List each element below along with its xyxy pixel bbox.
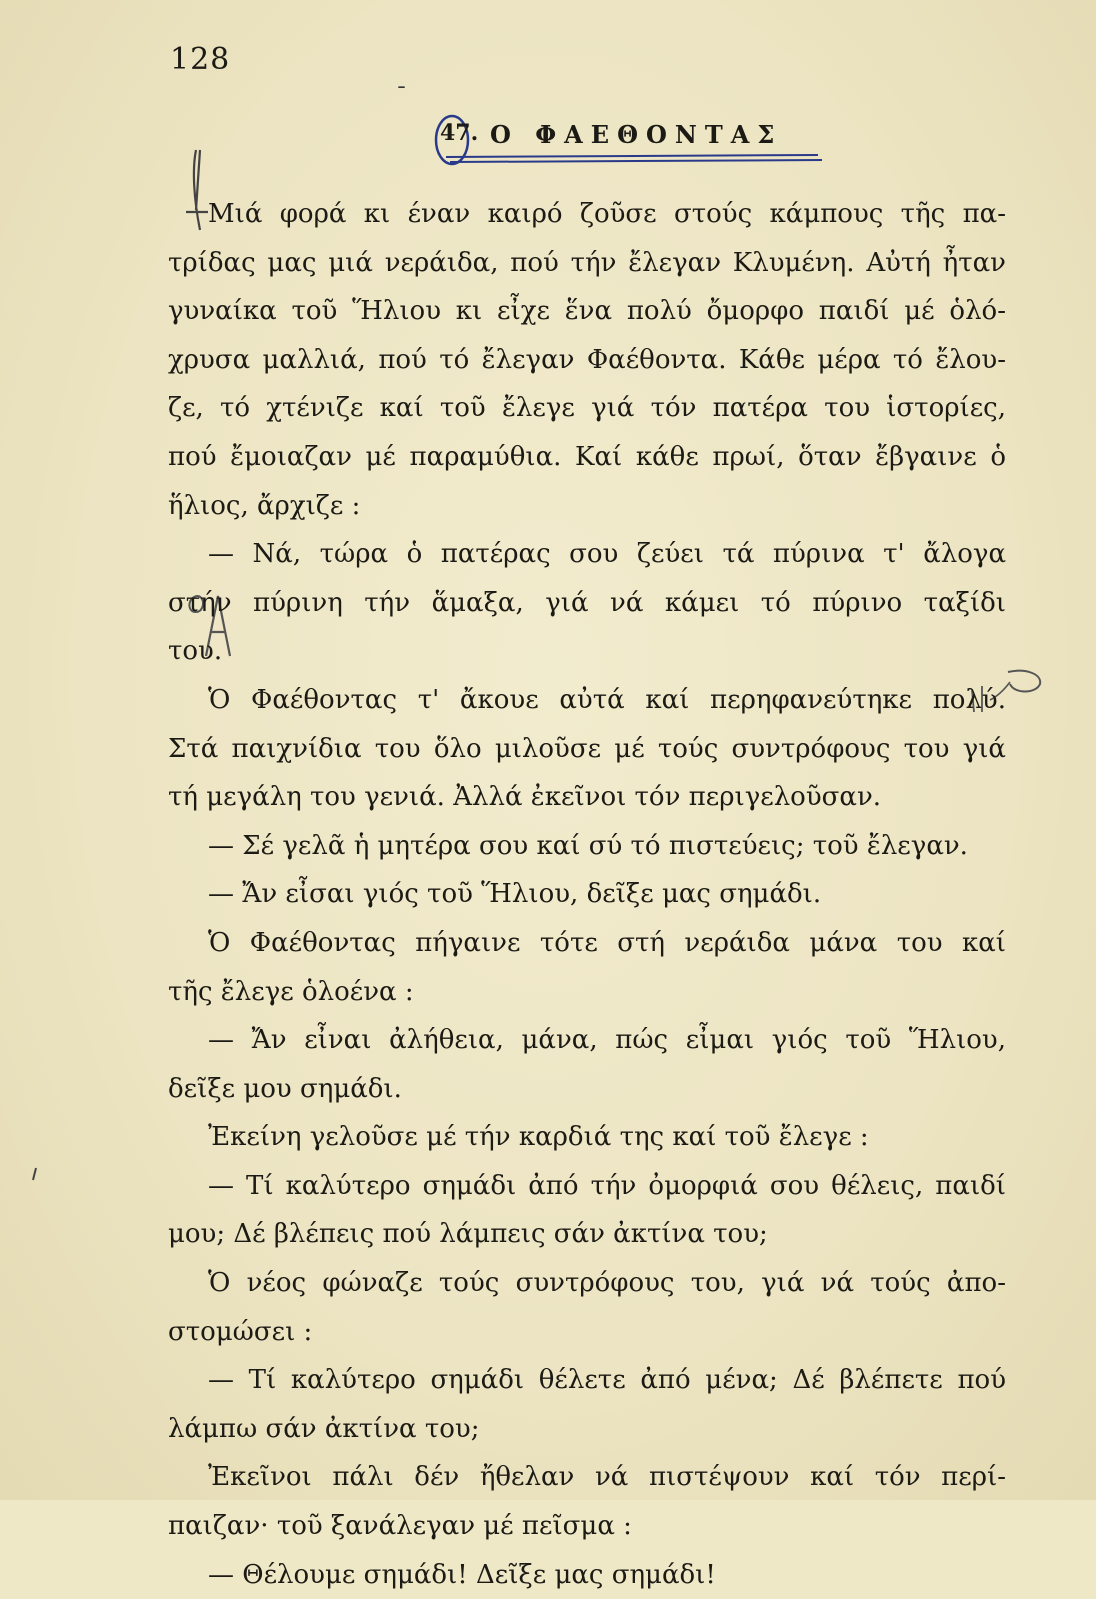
text-line: — Θέλουμε σημάδι! Δεῖξε μας σημάδι! [208, 1559, 716, 1590]
text-line: Ὁ Φαέθοντας τ' ἄκουε αὐτά καί περηφανεύτηκε πολύ. [208, 684, 1006, 715]
text-line: ἥλιος, ἄρχιζε : [168, 490, 361, 521]
chapter-body [168, 190, 1006, 1599]
text-line: — Τί καλύτερο σημάδι θέλετε ἀπό μένα; Δέ βλέπετε πού [208, 1365, 1006, 1396]
text-line: Ὁ Φαέθοντας πήγαινε τότε στή νεράιδα μάνα του καί [208, 927, 1006, 958]
text-line: λάμπω σάν ἀκτίνα του; [168, 1413, 480, 1444]
pencil-tick-mark: ˉ [396, 84, 407, 109]
text-line: τή μεγάλη του γενιά. Ἀλλά ἐκεῖνοι τόν περιγελοῦσαν. [168, 782, 882, 813]
text-line: πού ἔμοιαζαν μέ παραμύθια. Καί κάθε πρωί, ὅταν ἔβγαινε ὁ [168, 441, 1006, 472]
chapter-number: 47. [440, 120, 479, 146]
text-line: χρυσα μαλλιά, πού τό ἔλεγαν Φαέθοντα. Κάθε μέρα τό ἔλου- [168, 344, 1006, 375]
text-line: μου; Δέ βλέπεις πού λάμπεις σάν ἀκτίνα του; [168, 1219, 768, 1250]
text-line: — Τί καλύτερο σημάδι ἀπό τήν ὀμορφιά σου θέλεις, παιδί [208, 1170, 1006, 1201]
text-line: Στά παιχνίδια του ὅλο μιλοῦσε μέ τούς συντρόφους του γιά [168, 733, 1006, 764]
text-line: Ὁ νέος φώναζε τούς συντρόφους του, γιά νά τούς ἀπο- [208, 1268, 1006, 1299]
text-line: — Σέ γελᾶ ἡ μητέρα σου καί σύ τό πιστεύεις; τοῦ ἔλεγαν. [208, 830, 968, 861]
text-line: τῆς ἔλεγε ὁλοένα : [168, 976, 414, 1007]
text-line: Μιά φορά κι έναν καιρό ζοῦσε στούς κάμπους τῆς πα- [208, 199, 1006, 229]
text-line: — Ἄν εἶσαι γιός τοῦ Ἥλιου, δεῖξε μας σημάδι. [208, 879, 822, 910]
text-line: στήν πύρινη τήν ἅμαξα, γιά νά κάμει τό πύρινο ταξίδι [168, 587, 1006, 618]
title-underline-mark [446, 155, 822, 162]
text-line: στομώσει : [168, 1316, 313, 1347]
chapter-title: Ο ΦΑΕΘΟΝΤΑΣ [490, 120, 783, 149]
text-line: γυναίκα τοῦ Ἥλιου κι εἶχε ἕνα πολύ ὄμορφο παιδί μέ ὁλό- [168, 296, 1006, 327]
text-line: δεῖξε μου σημάδι. [168, 1073, 402, 1104]
text-line: — Νά, τώρα ὁ πατέρας σου ζεύει τά πύρινα τ' ἄλογα [208, 539, 1006, 570]
text-line: Ἐκεῖνοι πάλι δέν ἤθελαν νά πιστέψουν καί τόν περί- [208, 1462, 1006, 1493]
text-line: του. [168, 636, 223, 667]
pencil-loop-mark [1008, 671, 1040, 692]
text-line: — Ἄν εἶναι ἀλήθεια, μάνα, πώς εἶμαι γιός τοῦ Ἥλιου, [208, 1025, 1006, 1056]
text-line: Ἐκείνη γελοῦσε μέ τήν καρδιά της καί τοῦ ἔλεγε : [208, 1122, 869, 1153]
text-line: τρίδας μας μιά νεράιδα, πού τήν ἔλεγαν Κλυμένη. Αὐτή ἦταν [168, 247, 1006, 278]
text-line: ζε, τό χτένιζε καί τοῦ ἔλεγε γιά τόν πατέρα του ἱστορίες, [168, 393, 1006, 424]
text-line: παιζαν· τοῦ ξανάλεγαν μέ πεῖσμα : [168, 1511, 632, 1542]
page-number: 128 [170, 42, 231, 77]
